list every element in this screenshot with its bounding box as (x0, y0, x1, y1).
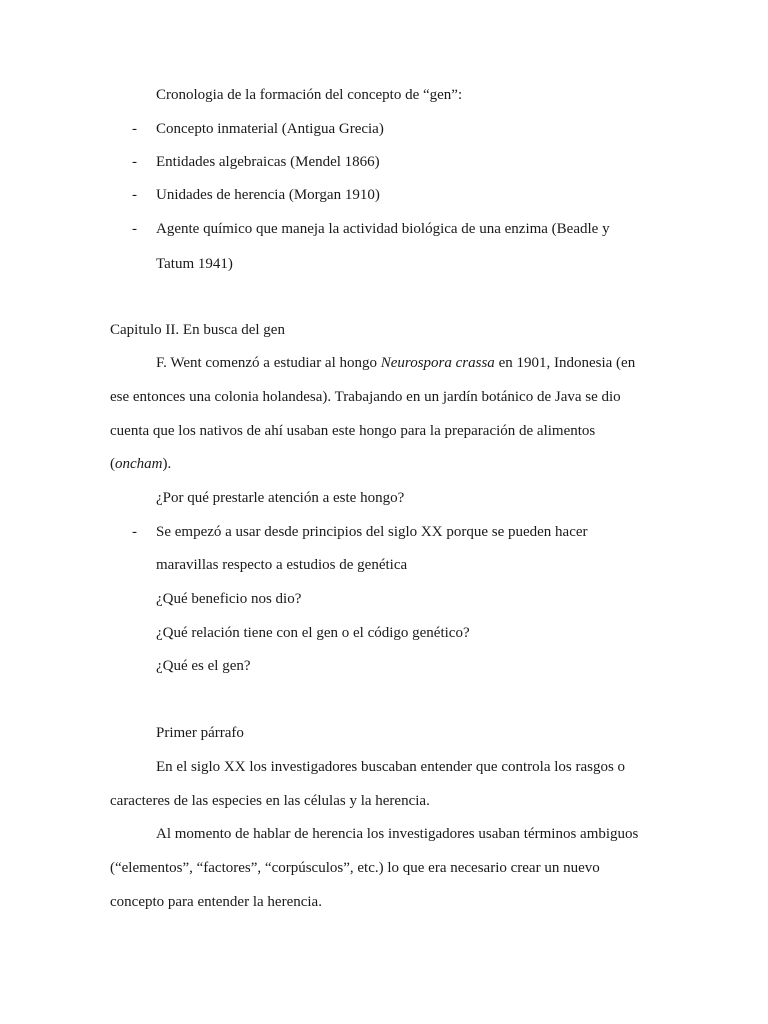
chronology-item: Unidades de herencia (Morgan 1910) (156, 187, 380, 203)
paragraph-line: (“elementos”, “factores”, “corpúsculos”, etc.) lo que era necesario crear un nuevo (110, 860, 600, 876)
answer-line: maravillas respecto a estudios de genética (156, 557, 408, 573)
paragraph-text: ( (110, 456, 115, 472)
paragraph-line: Al momento de hablar de herencia los investigadores usaban términos ambiguos (156, 826, 639, 842)
bullet-marker: - (132, 221, 137, 237)
paragraph-text: en 1901, Indonesia (en (494, 355, 636, 371)
paragraph-text: F. Went comenzó a estudiar al hongo (156, 355, 381, 371)
chronology-item: Entidades algebraicas (Mendel 1866) (156, 154, 380, 170)
chronology-heading: Cronologia de la formación del concepto de “gen”: (156, 87, 463, 103)
food-name: oncham (115, 456, 163, 472)
question: ¿Qué es el gen? (156, 658, 251, 674)
question: ¿Qué relación tiene con el gen o el código genético? (156, 625, 470, 641)
bullet-marker: - (132, 154, 137, 170)
paragraph-line (156, 354, 635, 372)
paragraph-text: ). (162, 456, 172, 472)
chronology-item: Agente químico que maneja la actividad biológica de una enzima (Beadle y (156, 221, 610, 237)
section-heading: Primer párrafo (156, 725, 244, 741)
paragraph-line: concepto para entender la herencia. (110, 894, 322, 910)
chronology-item-continuation: Tatum 1941) (156, 256, 233, 272)
paragraph-line: caracteres de las especies en las células y la herencia. (110, 793, 430, 809)
bullet-marker: - (132, 121, 137, 137)
chapter-title: Capitulo II. En busca del gen (110, 322, 285, 338)
paragraph-line (110, 455, 171, 473)
bullet-marker: - (132, 187, 137, 203)
paragraph-line: En el siglo XX los investigadores buscaban entender que controla los rasgos o (156, 759, 626, 775)
chronology-item: Concepto inmaterial (Antigua Grecia) (156, 121, 384, 137)
answer-line: Se empezó a usar desde principios del siglo XX porque se pueden hacer (156, 524, 588, 540)
question: ¿Por qué prestarle atención a este hongo? (156, 490, 405, 506)
paragraph-line: ese entonces una colonia holandesa). Trabajando en un jardín botánico de Java se dio (110, 389, 621, 405)
paragraph-line: cuenta que los nativos de ahí usaban este hongo para la preparación de alimentos (110, 423, 596, 439)
bullet-marker: - (132, 524, 137, 540)
question: ¿Qué beneficio nos dio? (156, 591, 302, 607)
species-name: Neurospora crassa (380, 355, 495, 371)
